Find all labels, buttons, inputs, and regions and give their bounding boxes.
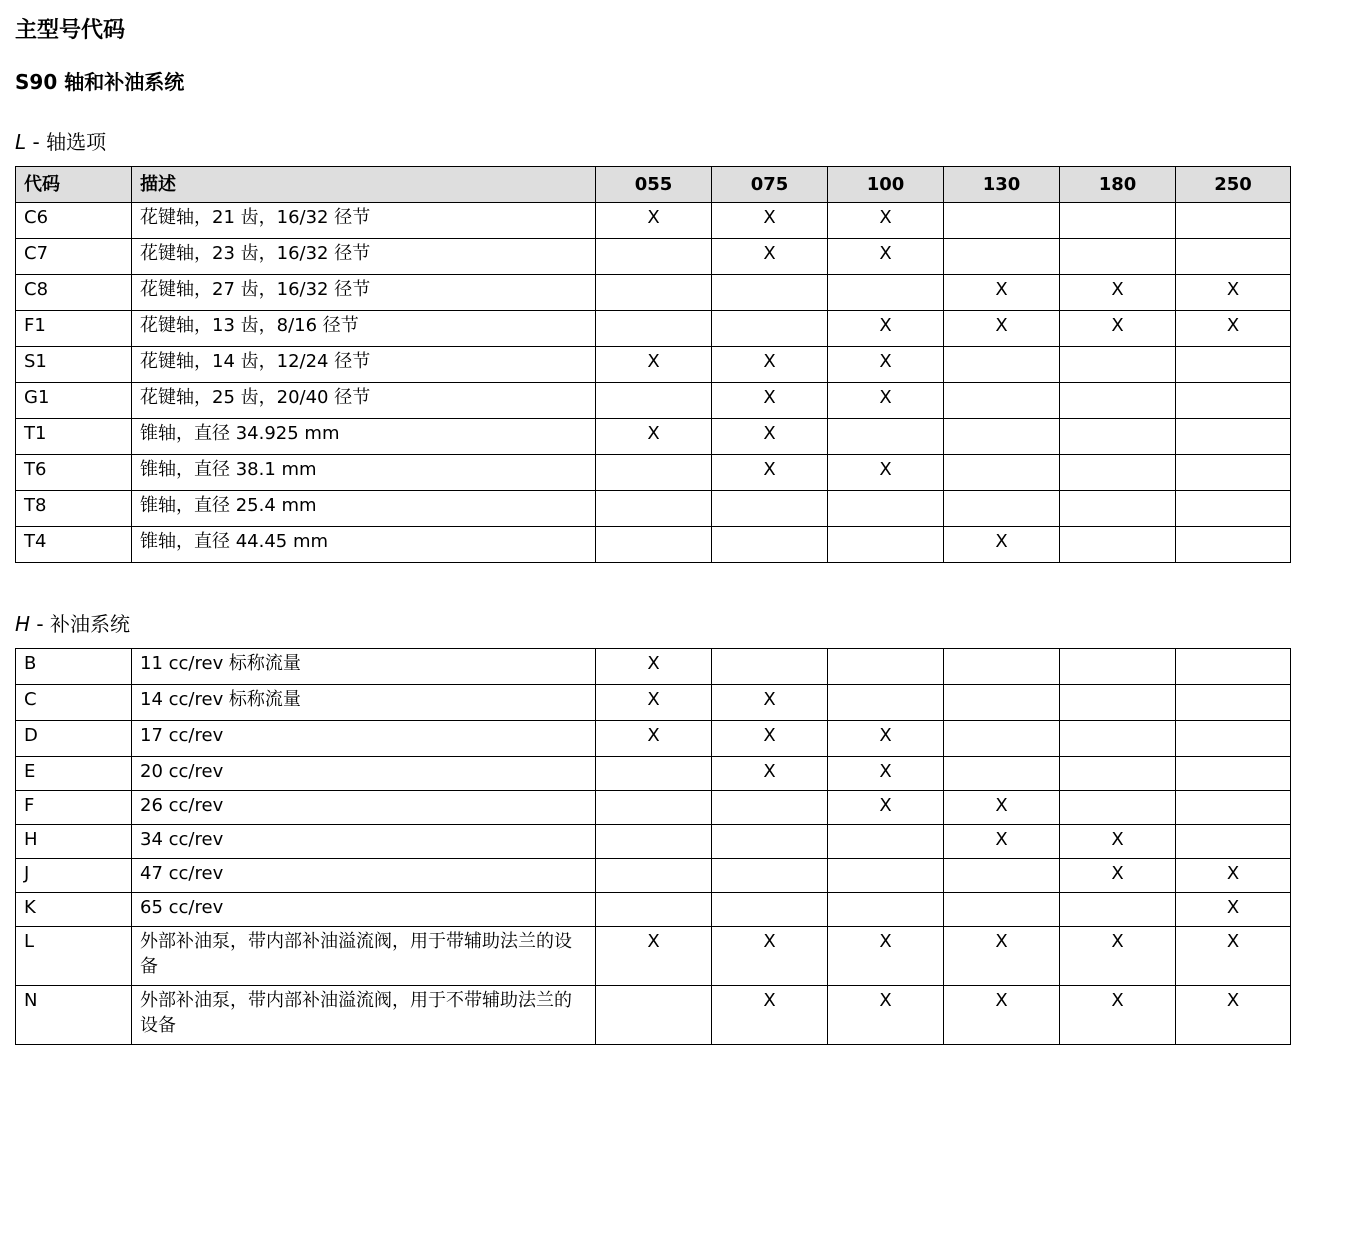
- availability-mark: [1060, 491, 1176, 527]
- charge-table-caption: [15, 610, 130, 638]
- shaft-caption-text: - 轴选项: [26, 130, 107, 154]
- table-row: [16, 859, 1291, 893]
- availability-mark: X: [1176, 927, 1291, 986]
- row-description: 花键轴，23 齿，16/32 径节: [132, 239, 596, 275]
- availability-mark: X: [944, 927, 1060, 986]
- availability-mark: X: [1176, 893, 1291, 927]
- header-size-180: 180: [1060, 167, 1176, 203]
- availability-mark: [1176, 203, 1291, 239]
- row-code: T4: [16, 527, 132, 563]
- availability-mark: X: [712, 721, 828, 757]
- availability-mark: X: [596, 419, 712, 455]
- table-row: [16, 825, 1291, 859]
- availability-mark: X: [712, 986, 828, 1045]
- availability-mark: [712, 649, 828, 685]
- availability-mark: [828, 491, 944, 527]
- row-code: B: [16, 649, 132, 685]
- availability-mark: X: [944, 275, 1060, 311]
- availability-mark: [712, 791, 828, 825]
- charge-caption-code: H: [15, 612, 31, 636]
- availability-mark: [944, 649, 1060, 685]
- availability-mark: X: [596, 203, 712, 239]
- availability-mark: [712, 491, 828, 527]
- availability-mark: [596, 791, 712, 825]
- availability-mark: X: [828, 347, 944, 383]
- availability-mark: X: [596, 927, 712, 986]
- availability-mark: [596, 859, 712, 893]
- row-code: C7: [16, 239, 132, 275]
- row-code: J: [16, 859, 132, 893]
- availability-mark: X: [944, 527, 1060, 563]
- availability-mark: [1176, 383, 1291, 419]
- availability-mark: [1176, 825, 1291, 859]
- table-row: [16, 203, 1291, 239]
- availability-mark: [1176, 455, 1291, 491]
- availability-mark: X: [712, 239, 828, 275]
- table-row: [16, 927, 1291, 986]
- availability-mark: [712, 527, 828, 563]
- row-description: 47 cc/rev: [132, 859, 596, 893]
- availability-mark: [1060, 721, 1176, 757]
- availability-mark: [596, 275, 712, 311]
- availability-mark: X: [596, 721, 712, 757]
- availability-mark: [596, 893, 712, 927]
- availability-mark: [828, 275, 944, 311]
- availability-mark: [1176, 791, 1291, 825]
- row-description: 外部补油泵，带内部补油溢流阀，用于不带辅助法兰的设备: [132, 986, 596, 1045]
- availability-mark: [1060, 649, 1176, 685]
- availability-mark: X: [828, 986, 944, 1045]
- availability-mark: [1176, 721, 1291, 757]
- row-description: 锥轴，直径 44.45 mm: [132, 527, 596, 563]
- section-title: S90 轴和补油系统: [15, 70, 185, 94]
- row-code: F1: [16, 311, 132, 347]
- table-row: [16, 791, 1291, 825]
- table-row: [16, 239, 1291, 275]
- availability-mark: X: [828, 203, 944, 239]
- availability-mark: X: [828, 757, 944, 791]
- availability-mark: [944, 757, 1060, 791]
- availability-mark: [712, 859, 828, 893]
- row-code: G1: [16, 383, 132, 419]
- availability-mark: X: [944, 825, 1060, 859]
- availability-mark: [596, 311, 712, 347]
- availability-mark: [712, 275, 828, 311]
- availability-mark: X: [596, 347, 712, 383]
- header-code: 代码: [16, 167, 132, 203]
- availability-mark: [828, 419, 944, 455]
- table-row: [16, 383, 1291, 419]
- availability-mark: [944, 347, 1060, 383]
- row-description: 20 cc/rev: [132, 757, 596, 791]
- availability-mark: [944, 491, 1060, 527]
- availability-mark: [596, 239, 712, 275]
- row-description: 17 cc/rev: [132, 721, 596, 757]
- table-row: [16, 527, 1291, 563]
- availability-mark: [712, 893, 828, 927]
- row-description: 锥轴，直径 34.925 mm: [132, 419, 596, 455]
- availability-mark: [944, 721, 1060, 757]
- availability-mark: [1060, 419, 1176, 455]
- availability-mark: [1176, 685, 1291, 721]
- row-code: C8: [16, 275, 132, 311]
- availability-mark: [828, 649, 944, 685]
- availability-mark: [828, 527, 944, 563]
- shaft-caption-code: L: [15, 130, 27, 154]
- availability-mark: [596, 491, 712, 527]
- row-description: 14 cc/rev 标称流量: [132, 685, 596, 721]
- row-description: 锥轴，直径 38.1 mm: [132, 455, 596, 491]
- availability-mark: [944, 859, 1060, 893]
- row-description: 锥轴，直径 25.4 mm: [132, 491, 596, 527]
- row-description: 外部补油泵，带内部补油溢流阀，用于带辅助法兰的设备: [132, 927, 596, 986]
- availability-mark: X: [712, 927, 828, 986]
- header-size-250: 250: [1176, 167, 1291, 203]
- shaft-table-caption: [15, 128, 106, 156]
- availability-mark: [828, 825, 944, 859]
- header-size-130: 130: [944, 167, 1060, 203]
- table-header-row: [16, 167, 1291, 203]
- header-size-075: 075: [712, 167, 828, 203]
- row-code: D: [16, 721, 132, 757]
- availability-mark: [1176, 239, 1291, 275]
- availability-mark: X: [712, 685, 828, 721]
- availability-mark: X: [1060, 275, 1176, 311]
- availability-mark: [1060, 383, 1176, 419]
- availability-mark: [712, 825, 828, 859]
- table-row: [16, 649, 1291, 685]
- table-row: [16, 275, 1291, 311]
- availability-mark: X: [712, 757, 828, 791]
- availability-mark: [1060, 685, 1176, 721]
- row-code: H: [16, 825, 132, 859]
- availability-mark: X: [1176, 311, 1291, 347]
- availability-mark: [596, 986, 712, 1045]
- availability-mark: [944, 203, 1060, 239]
- availability-mark: [944, 383, 1060, 419]
- availability-mark: [944, 239, 1060, 275]
- row-description: 34 cc/rev: [132, 825, 596, 859]
- availability-mark: [1060, 791, 1176, 825]
- availability-mark: [1176, 527, 1291, 563]
- table-row: [16, 455, 1291, 491]
- table-row: [16, 986, 1291, 1045]
- availability-mark: X: [944, 311, 1060, 347]
- availability-mark: X: [944, 791, 1060, 825]
- availability-mark: [1060, 757, 1176, 791]
- availability-mark: X: [1060, 825, 1176, 859]
- availability-mark: X: [1176, 986, 1291, 1045]
- availability-mark: [1176, 419, 1291, 455]
- row-code: L: [16, 927, 132, 986]
- header-description: 描述: [132, 167, 596, 203]
- availability-mark: X: [828, 239, 944, 275]
- availability-mark: [944, 685, 1060, 721]
- availability-mark: [1060, 347, 1176, 383]
- availability-mark: X: [712, 455, 828, 491]
- row-code: C: [16, 685, 132, 721]
- availability-mark: X: [828, 383, 944, 419]
- table-row: [16, 491, 1291, 527]
- table-row: [16, 347, 1291, 383]
- availability-mark: X: [1060, 859, 1176, 893]
- availability-mark: [828, 685, 944, 721]
- availability-mark: [1176, 649, 1291, 685]
- availability-mark: [596, 527, 712, 563]
- availability-mark: [1060, 203, 1176, 239]
- table-row: [16, 893, 1291, 927]
- availability-mark: X: [1176, 859, 1291, 893]
- table-row: [16, 311, 1291, 347]
- availability-mark: [1060, 527, 1176, 563]
- row-code: T1: [16, 419, 132, 455]
- row-code: K: [16, 893, 132, 927]
- availability-mark: X: [944, 986, 1060, 1045]
- row-description: 花键轴，27 齿，16/32 径节: [132, 275, 596, 311]
- availability-mark: [712, 311, 828, 347]
- availability-mark: [1060, 893, 1176, 927]
- availability-mark: [1176, 347, 1291, 383]
- table-row: [16, 685, 1291, 721]
- header-size-055: 055: [596, 167, 712, 203]
- header-size-100: 100: [828, 167, 944, 203]
- availability-mark: X: [596, 685, 712, 721]
- row-description: 26 cc/rev: [132, 791, 596, 825]
- availability-mark: X: [712, 347, 828, 383]
- row-code: T8: [16, 491, 132, 527]
- table-row: [16, 757, 1291, 791]
- table-row: [16, 721, 1291, 757]
- charge-system-table: [15, 648, 1291, 1045]
- page-title: 主型号代码: [15, 18, 126, 43]
- row-description: 花键轴，13 齿，8/16 径节: [132, 311, 596, 347]
- availability-mark: X: [828, 455, 944, 491]
- availability-mark: [828, 893, 944, 927]
- availability-mark: X: [712, 383, 828, 419]
- charge-caption-text: - 补油系统: [30, 612, 130, 636]
- availability-mark: X: [828, 311, 944, 347]
- availability-mark: X: [596, 649, 712, 685]
- availability-mark: X: [712, 419, 828, 455]
- row-code: T6: [16, 455, 132, 491]
- availability-mark: [944, 893, 1060, 927]
- availability-mark: X: [1176, 275, 1291, 311]
- availability-mark: X: [1060, 986, 1176, 1045]
- availability-mark: X: [1060, 311, 1176, 347]
- availability-mark: [1176, 491, 1291, 527]
- availability-mark: [1060, 455, 1176, 491]
- row-code: S1: [16, 347, 132, 383]
- row-code: N: [16, 986, 132, 1045]
- shaft-options-table: [15, 166, 1291, 563]
- row-description: 65 cc/rev: [132, 893, 596, 927]
- availability-mark: X: [828, 791, 944, 825]
- row-code: E: [16, 757, 132, 791]
- availability-mark: [1176, 757, 1291, 791]
- availability-mark: [596, 383, 712, 419]
- row-description: 花键轴，14 齿，12/24 径节: [132, 347, 596, 383]
- table-row: [16, 419, 1291, 455]
- availability-mark: [828, 859, 944, 893]
- row-description: 花键轴，25 齿，20/40 径节: [132, 383, 596, 419]
- availability-mark: X: [712, 203, 828, 239]
- availability-mark: X: [828, 721, 944, 757]
- availability-mark: [1060, 239, 1176, 275]
- availability-mark: [596, 757, 712, 791]
- availability-mark: [596, 825, 712, 859]
- availability-mark: X: [1060, 927, 1176, 986]
- availability-mark: [944, 419, 1060, 455]
- row-code: F: [16, 791, 132, 825]
- row-code: C6: [16, 203, 132, 239]
- availability-mark: X: [828, 927, 944, 986]
- availability-mark: [596, 455, 712, 491]
- row-description: 花键轴，21 齿，16/32 径节: [132, 203, 596, 239]
- availability-mark: [944, 455, 1060, 491]
- row-description: 11 cc/rev 标称流量: [132, 649, 596, 685]
